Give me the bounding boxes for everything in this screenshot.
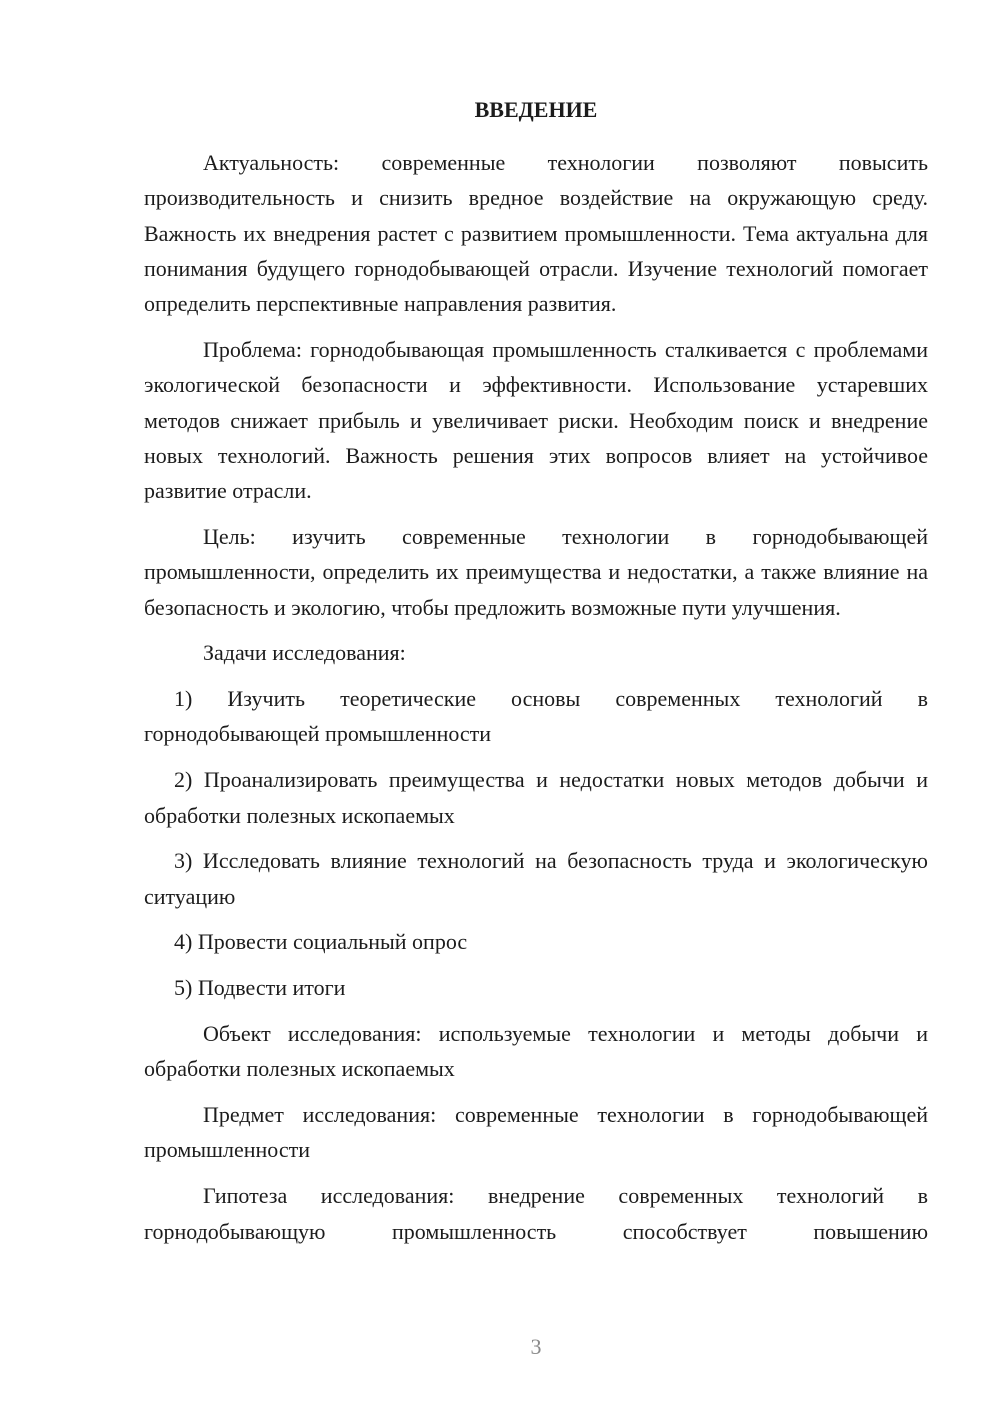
task-item-1: 1) Изучить теоретические основы современных технологий в горнодобывающей промышленности — [144, 686, 928, 747]
page-title: ВВЕДЕНИЕ — [474, 97, 598, 122]
relevance-paragraph: Актуальность: современные технологии позволяют повысить производительность и снизить вредное воздействие на окружающую среду. Важность их внедрения растет с развитием промышленности. Тема актуальна для понимания будущего горнодобывающей отрасли. Изучение технологий помогает определить перспективные направления развития. — [144, 150, 928, 317]
task-item-2: 2) Проанализировать преимущества и недостатки новых методов добычи и обработки полезных ископаемых — [144, 767, 928, 828]
goal-paragraph: Цель: изучить современные технологии в горнодобывающей промышленности, определить их преимущества и недостатки, а также влияние на безопасность и экологию, чтобы предложить возможные пути улучшения. — [144, 523, 928, 620]
object-paragraph: Объект исследования: используемые технологии и методы добычи и обработки полезных ископаемых — [144, 1021, 928, 1082]
hypothesis-paragraph: Гипотеза исследования: внедрение современных технологий в горнодобывающую промышленность способствует повышению — [144, 1183, 928, 1244]
subject-paragraph: Предмет исследования: современные технологии в горнодобывающей промышленности — [144, 1102, 928, 1163]
problem-paragraph: Проблема: горнодобывающая промышленность сталкивается с проблемами экологической безопасности и эффективности. Использование устаревших методов снижает прибыль и увеличивает риски. Необходим поиск и внедрение новых технологий. Важность решения этих вопросов влияет на устойчивое развитие отрасли. — [144, 336, 928, 504]
page-number: 3 — [530, 1334, 542, 1359]
task-item-5: 5) Подвести итоги — [174, 975, 346, 1001]
task-item-3: 3) Исследовать влияние технологий на безопасность труда и экологическую ситуацию — [144, 848, 928, 909]
text-body — [144, 92, 928, 1249]
tasks-title: Задачи исследования: — [203, 640, 406, 666]
task-item-4: 4) Провести социальный опрос — [174, 929, 468, 955]
